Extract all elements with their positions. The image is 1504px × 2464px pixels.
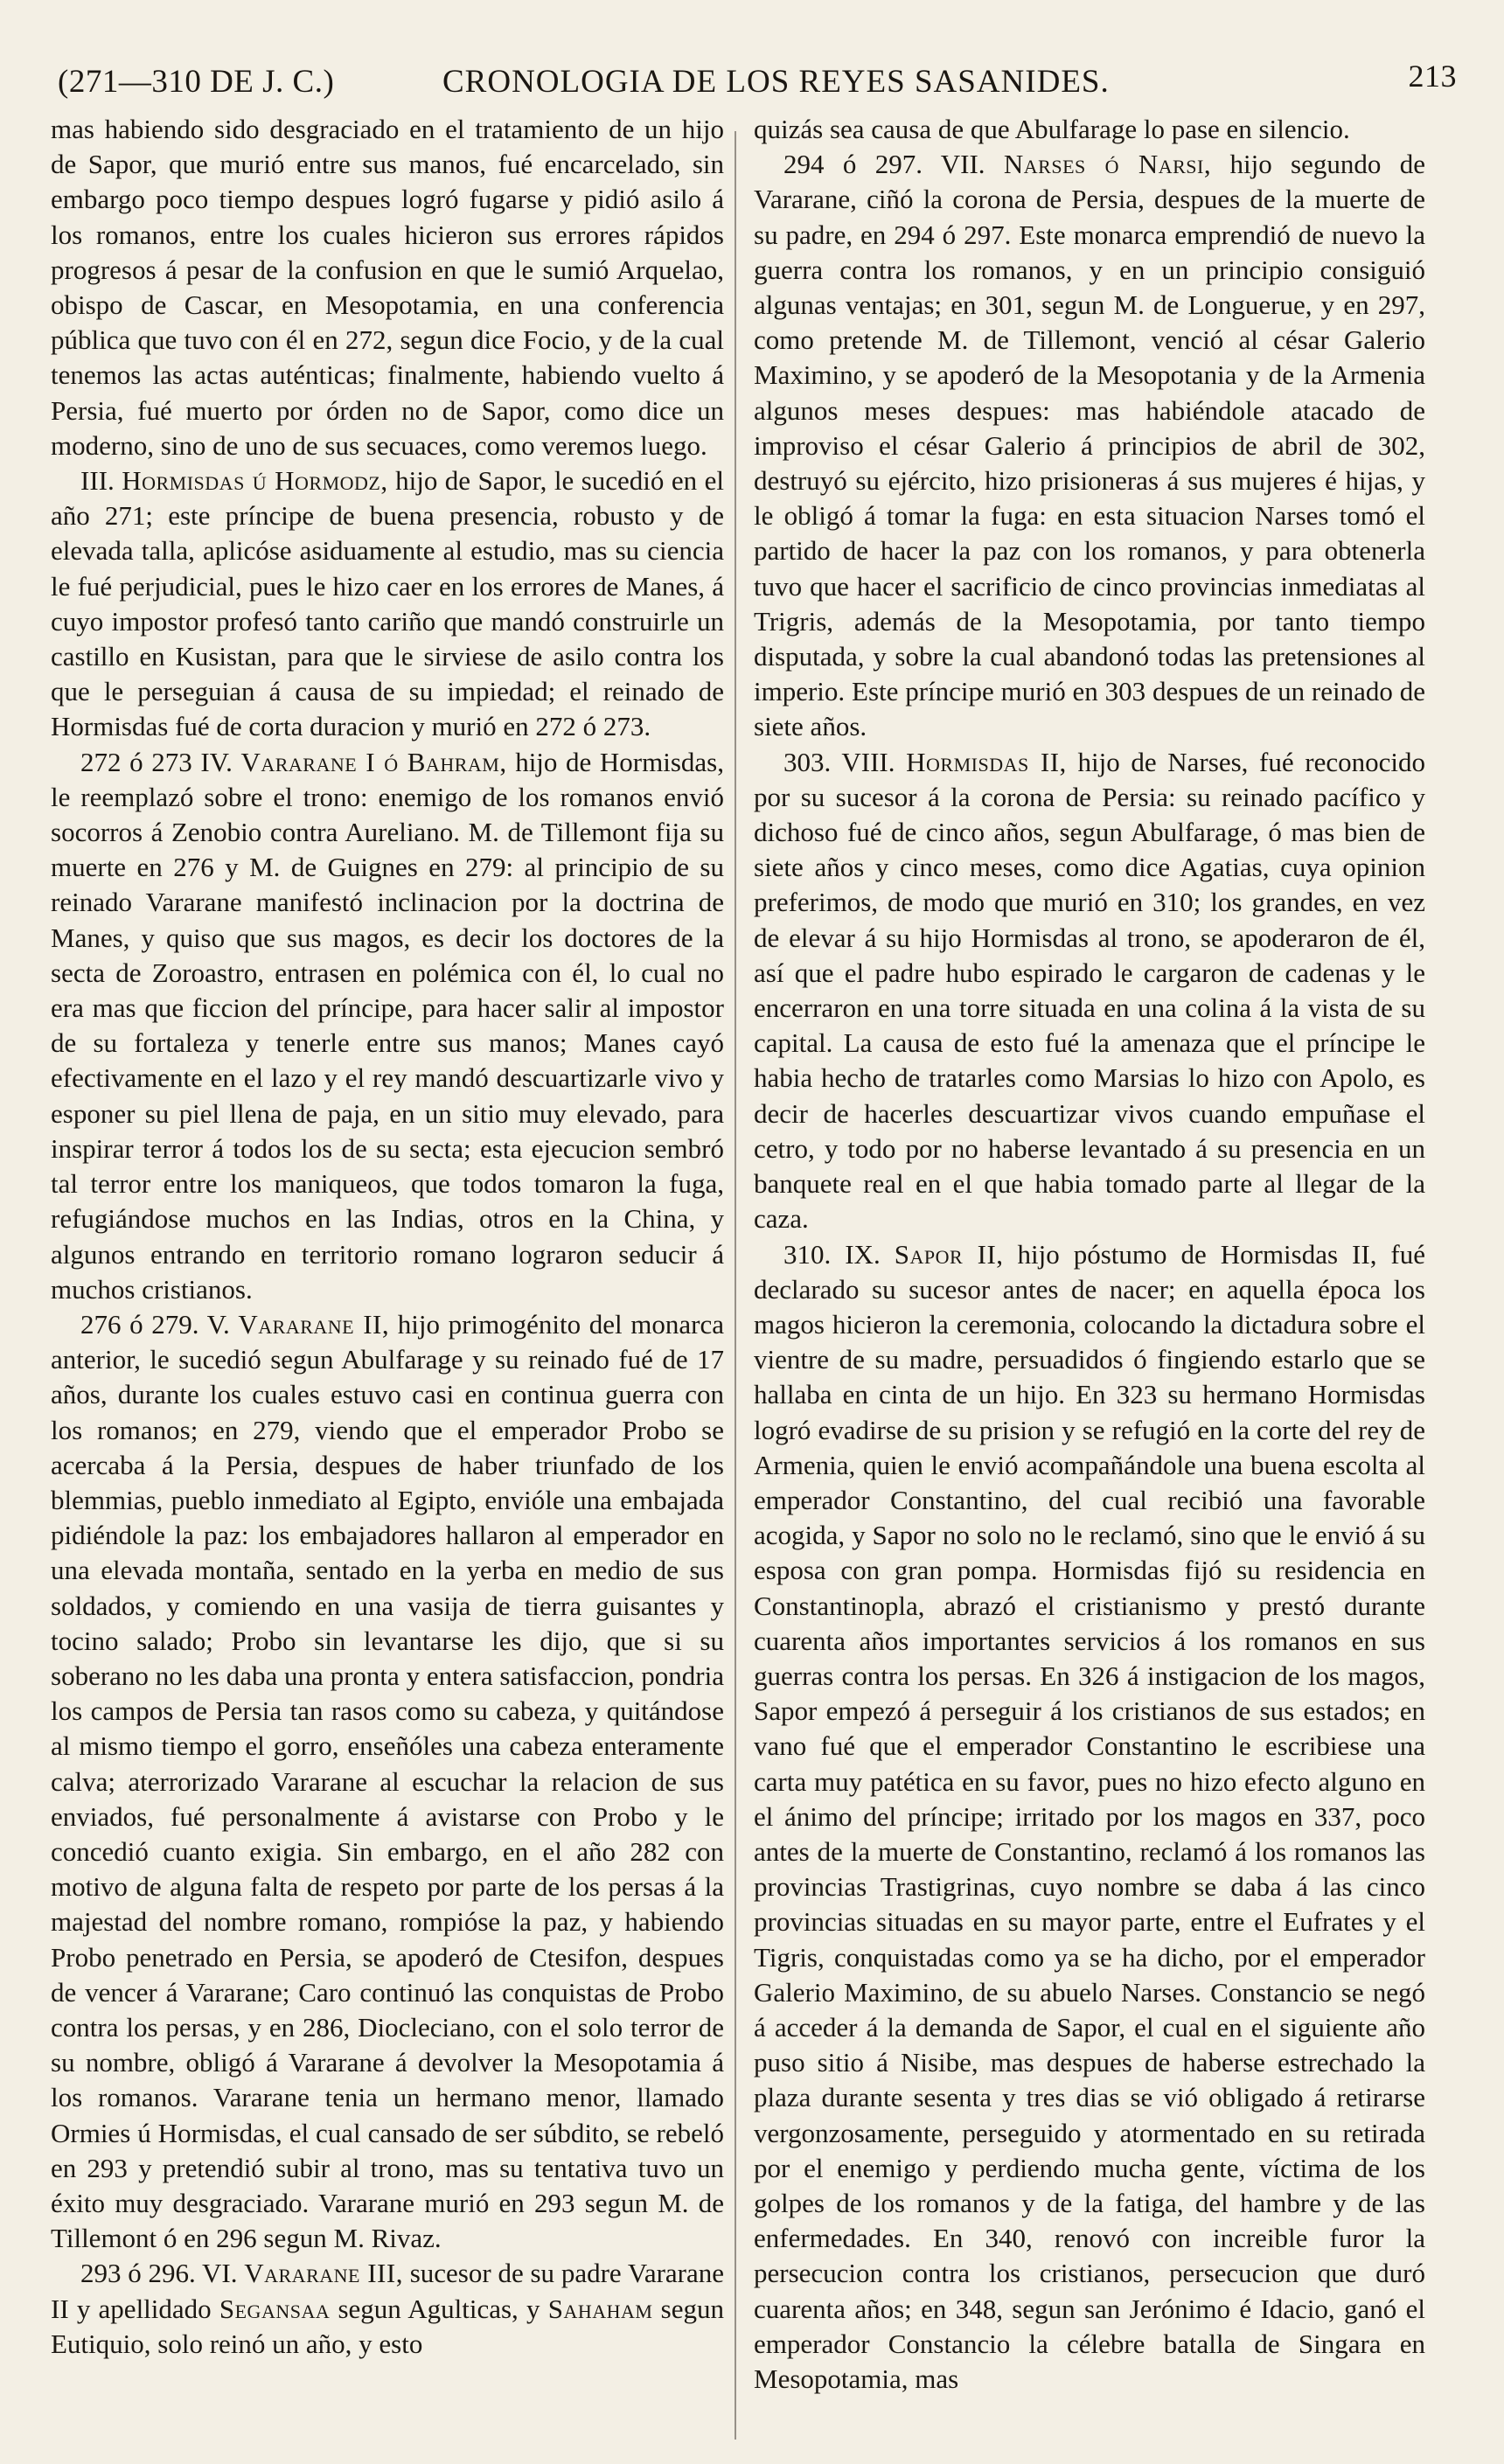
column-divider — [735, 131, 736, 2440]
king-name: Sapor II, — [894, 1238, 1004, 1270]
reign-text: hijo primogénito del monarca anterior, le sucedió segun Abulfarage y su reinado fué de 17 años, durante los cuales estuvo casi en continua guerra con los romanos; en 279, viendo que el emperador Probo se acercaba á la Persia, despues de haber triunfado de los blemmias, pueblo inmediato al Egipto, envióle una embajada pidiéndole la paz: los embajadores hallaron al emperador en una elevada montaña, sentado en la yerba en medio de sus soldados, y comiendo en una vasija de tierra guisantes y tocino salado; Probo sin levantarse les dijo, que si su soberano no les daba una pronta y entera satisfaccion, pondria los campos de Persia tan rasos como su cabeza, y quitándose al mismo tiempo el gorro, enseñóles una cabeza enteramente calva; aterrorizado Vararane al escuchar la relacion de sus enviados, fué personalmente á avistarse con Probo y le concedió cuanto exigia. Sin embargo, en el año 282 con motivo de alguna falta de respeto por parte de los persas á la majestad del nombre romano, rompióse la paz, y habiendo Probo penetrado en Persia, se apoderó de Ctesifon, despues de vencer á Vararane; Caro continuó las conquistas de Probo contra los persas, y en 286, Diocleciano, con el solo terror de su nombre, obligó á Vararane á devolver la Mesopotamia á los romanos. Vararane tenia un hermano menor, llamado Ormies ú Hormisdas, el cual cansado de ser súbdito, se rebeló en 293 y pretendió subir al trono, mas su tentativa tuvo un éxito muy desgraciado. Vararane murió en 293 segun M. de Tillemont ó en 296 segun M. Rivaz. — [51, 1308, 725, 2254]
reign-text: hijo póstumo de Hormisdas II, fué declarado su sucesor antes de nacer; en aquella época los magos hicieron la ceremonia, colocando la dictadura sobre el vientre de su madre, persuadidos ó fingiendo estarlo que se hallaba en cinta de un hijo. En 323 su hermano Hormisdas logró evadirse de su prision y se refugió en la corte del rey de Armenia, quien le envió acompañándole una buena escolta al emperador Constantino, del cual recibió una favorable acogida, y Sapor no solo no le reclamó, sino que le envió á su esposa con gran pompa. Hormisdas fijó su residencia en Constantinopla, abrazó el cristianismo y prestó durante cuarenta años importantes servicios á los romanos en sus guerras contra los persas. En 326 á instigacion de los magos, Sapor empezó á perseguir á los cristianos de sus estados; en vano fué que el emperador Constantino le escribiese una carta muy patética en su favor, pues no hizo efecto alguno en el ánimo del príncipe; irritado por los magos en 337, poco antes de la muerte de Constantino, reclamó á los romanos las provincias Trastigrinas, cuyo nombre se daba á las cinco provincias situadas en su mayor parte, entre el Eufrates y el Tigris, conquistadas como ya se ha dicho, por el emperador Galerio Maximino, de su abuelo Narses. Constancio se negó á acceder á la demanda de Sapor, el cual en el siguiente año puso sitio á Nisibe, mas despues de haberse estrechado la plaza durante sesenta y tres dias se vió obligado á retirarse vergonzosamente, perseguido y atormentado en su retirada por el enemigo y perdiendo mucha gente, víctima de los golpes de los romanos y de la fatiga, del hambre y de las enfermedades. En 340, renovó con increible furor la persecucion contra los cristianos, persecucion que duró cuarenta años; en 348, segun san Jerónimo é Idacio, ganó el emperador Constancio la célebre batalla de Singara en Mesopotamia, mas — [754, 1238, 1426, 2394]
paragraph-continuation: quizás sea causa de que Abulfarage lo pase en silencio. — [754, 114, 1350, 144]
reign-number: 294 ó 297. VII. — [783, 149, 985, 180]
paragraph-sapor-ii — [754, 1237, 1425, 2398]
reign-number: 272 ó 273 IV. — [80, 746, 233, 777]
king-name: Hormisdas ú Hormodz, — [122, 465, 388, 497]
king-name: Hormisdas II, — [906, 746, 1067, 777]
reign-text: hijo de Sapor, le sucedió en el año 271; este príncipe de buena presencia, robusto y de elevada talla, aplicóse asiduamente al estudio, mas su ciencia le fué perjudicial, pues le hizo caer en los errores de Manes, á cuyo impostor profesó tanto cariño que mandó construirle un castillo en Kusistan, para que le sirviese de asilo contra los que le perseguian á causa de su impiedad; el reinado de Hormisdas fué de corta duracion y murió en 272 ó 273. — [51, 465, 724, 742]
reign-text: sucesor de su padre Vararane II y apellidado — [51, 2258, 724, 2324]
page-number: 213 — [1408, 59, 1457, 94]
king-name: Vararane I ó Bahram, — [240, 746, 507, 777]
paragraph-vararane-ii — [51, 1307, 724, 2256]
paragraph-hormisdas-ii — [754, 745, 1425, 1237]
king-name: Narses ó Narsi, — [1003, 149, 1212, 180]
epithet: Sahaham — [547, 2293, 653, 2324]
date-range: (271—310 DE J. C.) — [58, 64, 335, 100]
reign-text: hijo de Narses, fué reconocido por su sucesor á la corona de Persia: su reinado pacífico y dichoso fué de cinco años, segun Abulfarage, ó mas bien de siete años y cinco meses, como dice Agatias, cuya opinion preferimos, de modo que murió en 310; los grandes, en vez de elevar á su hijo Hormisdas al trono, se apoderaron de él, así que el padre hubo espirado le cargaron de cadenas y le encerraron en una torre situada en una colina á la vista de su capital. La causa de esto fué la amenaza que el príncipe le habia hecho de tratarles como Marsias lo hizo con Apolo, es decir de hacerles descuartizar vivos cuando empuñase el cetro, y todo por no haberse levantado á su presencia en un banquete real en el que habia tomado parte al llegar de la caza. — [754, 746, 1426, 1235]
king-name: Vararane III, — [244, 2258, 403, 2289]
reign-text: hijo de Hormisdas, le reemplazó sobre el trono: enemigo de los romanos envió socorros á Zenobio contra Aureliano. M. de Tillemont fija su muerte en 276 y M. de Guignes en 279: al principio de su reinado Vararane manifestó inclinacion por la doctrina de Manes, y quiso que sus magos, es decir los doctores de la secta de Zoroastro, entrasen en polémica con él, lo cual no era mas que ficcion del príncipe, para hacer salir al impostor de su fortaleza y tenerle entre sus manos; Manes cayó efectivamente en el lazo y el rey mandó descuartizarle vivo y esponer su piel llena de paja, en un sitio muy elevado, para inspirar terror á todos los de su secta; esta ejecucion sembró tal terror entre los maniqueos, que todos tomaron la fuga, refugiándose muchos en las Indias, otros en la China, y algunos entrando en territorio romano lograron seducir á muchos cristianos. — [51, 746, 724, 1305]
epithet: Segansaa — [219, 2293, 331, 2324]
paragraph-narses — [754, 147, 1425, 744]
paragraph-hormisdas-i — [51, 463, 724, 745]
reign-number: 310. IX. — [783, 1238, 881, 1270]
reign-text: hijo segundo de Vararane, ciñó la corona de Persia, despues de la muerte de su padre, en 294 ó 297. Este monarca emprendió de nuevo la guerra contra los romanos, y en un principio consiguió algunas ventajas; en 301, segun M. de Longuerue, y en 297, como pretende M. de Tillemont, venció al césar Galerio Maximino, y se apoderó de la Mesopotania y de la Armenia algunos meses despues: mas habiéndole atacado de improviso el césar Galerio á principios de abril de 302, destruyó su ejército, hizo prisioneras á sus mujeres é hijas, y le obligó á tomar la fuga: en esta situacion Narses tomó el partido de hacer la paz con los romanos, y para obtenerla tuvo que hacer el sacrificio de cinco provincias inmediatas al Trigris, además de la Mesopotamia, por tanto tiempo disputada, y sobre la cual abandonó todas las pretensiones al imperio. Este príncipe murió en 303 despues de un reinado de siete años. — [754, 149, 1425, 742]
reign-text: segun Agulticas, y — [330, 2293, 548, 2324]
right-column — [754, 112, 1425, 2397]
paragraph-manes: mas habiendo sido desgraciado en el tratamiento de un hijo de Sapor, que murió entre sus manos, fué encarcelado, sin embargo poco tiempo despues logró fugarse y pidió asilo á los romanos, entre los cuales hicieron sus errores rápidos progresos á pesar de la confusion en que le sumió Arquelao, obispo de Cascar, en Mesopotamia, en una conferencia pública que tuvo con él en 272, segun dice Focio, y de la cual tenemos las actas auténticas; finalmente, habiendo vuelto á Persia, fué muerto por órden no de Sapor, como dice un moderno, sino de uno de sus secuaces, como veremos luego. — [51, 114, 724, 461]
left-column — [51, 112, 724, 2362]
king-name: Vararane II, — [238, 1308, 390, 1340]
reign-number: 293 ó 296. VI. — [80, 2258, 238, 2289]
page-header — [49, 58, 1457, 101]
paragraph-vararane-iii — [51, 2256, 724, 2362]
reign-number: 276 ó 279. V. — [80, 1308, 230, 1340]
reign-number: 303. VIII. — [783, 746, 895, 777]
reign-number: III. — [80, 465, 115, 497]
page-title: CRONOLOGIA DE LOS REYES SASANIDES. — [442, 64, 1110, 100]
reign-text: segun Eutiquio, solo reinó un año, y esto — [51, 2293, 724, 2359]
paragraph-vararane-i — [51, 745, 724, 1307]
